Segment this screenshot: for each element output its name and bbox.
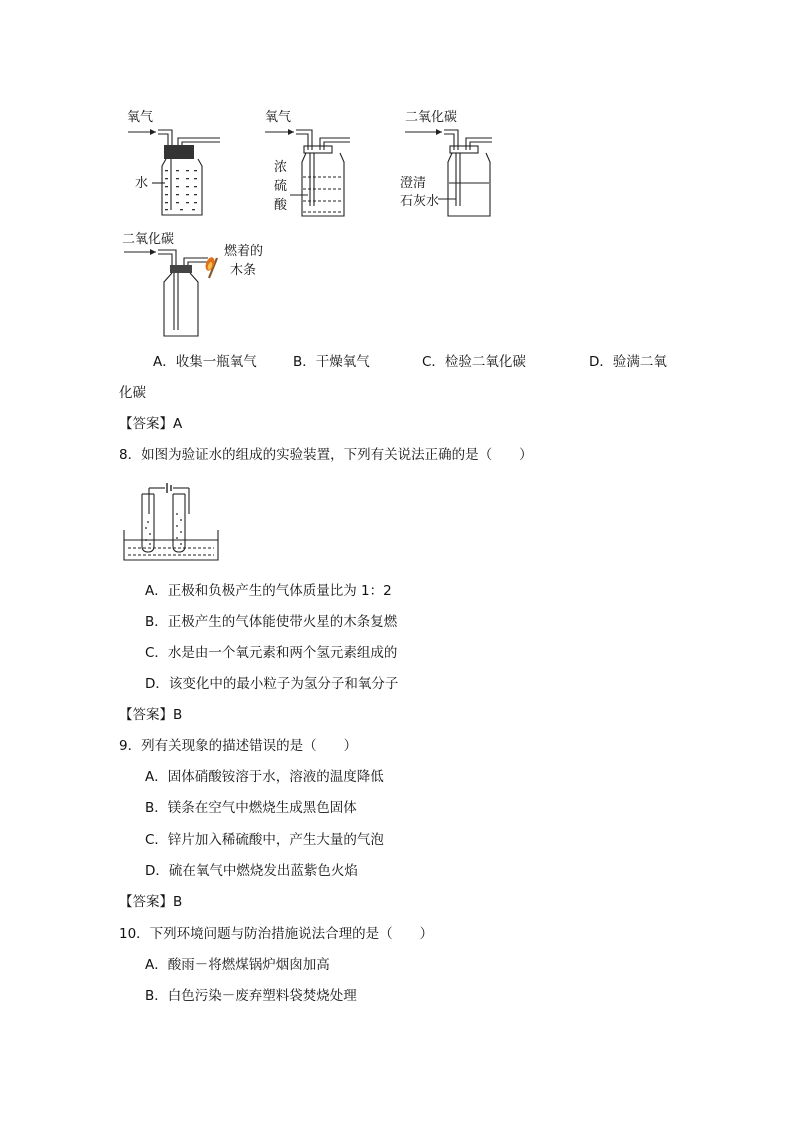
label-co2-d: 二氧化碳	[122, 232, 175, 247]
q9-option-c: C．锌片加入稀硫酸中，产生大量的气泡	[145, 832, 384, 848]
electrolysis-apparatus-figure	[122, 476, 222, 566]
q7-option-c: C．检验二氧化碳	[422, 354, 526, 370]
q8-option-a: A．正极和负极产生的气体质量比为 1：2	[145, 583, 392, 599]
q7-option-b: B．干燥氧气	[293, 354, 370, 370]
label-water: 水	[135, 176, 149, 191]
label-conc-acid-2: 硫	[274, 179, 288, 194]
q7-option-d-wrap: 化碳	[119, 385, 146, 401]
label-burning-stick-1: 燃着的	[224, 244, 264, 259]
q9-option-b: B．镁条在空气中燃烧生成黑色固体	[145, 800, 357, 816]
label-burning-stick-2: 木条	[230, 263, 257, 278]
q7-option-d: D．验满二氧	[589, 354, 667, 370]
q8-option-b: B．正极产生的气体能使带火星的木条复燃	[145, 614, 398, 630]
q9-option-d: D．硫在氧气中燃烧发出蓝紫色火焰	[145, 863, 358, 879]
q8-stem: 8．如图为验证水的组成的实验装置，下列有关说法正确的是（ ）	[119, 447, 533, 463]
q10-stem: 10．下列环境问题与防治措施说法合理的是（ ）	[119, 926, 434, 942]
q10-option-b: B．白色污染－废弃塑料袋焚烧处理	[145, 988, 357, 1004]
q9-option-a: A．固体硝酸铵溶于水，溶液的温度降低	[145, 769, 384, 785]
q9-stem: 9．列有关现象的描述错误的是（ ）	[119, 738, 358, 754]
q10-option-a: A．酸雨－将燃煤锅炉烟囱加高	[145, 957, 330, 973]
label-conc-acid-1: 浓	[274, 160, 288, 175]
q7-option-a: A．收集一瓶氧气	[153, 354, 257, 370]
label-conc-acid-3: 酸	[274, 198, 288, 213]
label-oxygen-b: 氧气	[265, 110, 292, 125]
label-limewater-2: 石灰水	[400, 194, 440, 209]
q8-option-d: D．该变化中的最小粒子为氢分子和氧分子	[145, 676, 399, 692]
q7-answer: 【答案】A	[119, 416, 183, 432]
q9-answer: 【答案】B	[119, 894, 183, 910]
apparatus-a-figure	[120, 110, 230, 220]
q8-answer: 【答案】B	[119, 707, 183, 723]
label-oxygen-a: 氧气	[127, 110, 154, 125]
label-limewater-1: 澄清	[400, 176, 427, 191]
label-co2-c: 二氧化碳	[405, 110, 458, 125]
q8-option-c: C．水是由一个氧元素和两个氢元素组成的	[145, 645, 398, 661]
